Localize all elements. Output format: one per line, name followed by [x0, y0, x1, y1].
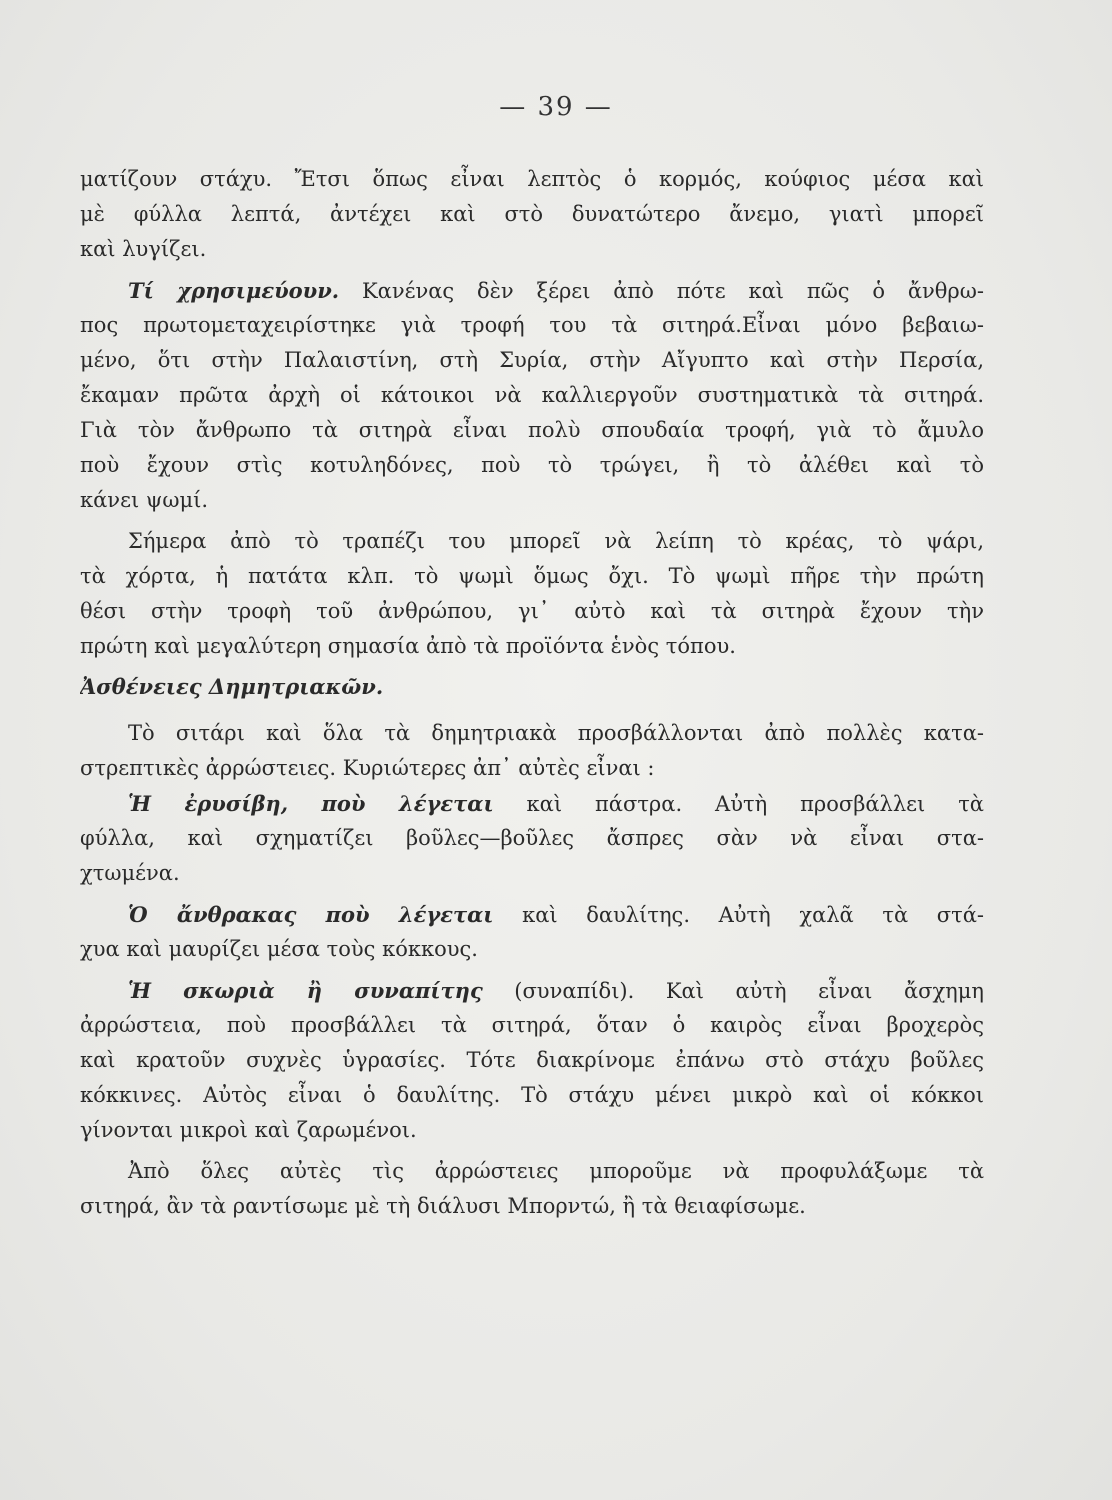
line-text: καὶ κρατοῦν συχνὲς ὑγρασίες. Τότε διακρίνομε ἐπάνω στὸ στάχυ βοῦλες [80, 1048, 984, 1072]
body-text [80, 162, 984, 1224]
text-line [80, 308, 984, 343]
line-text: χτωμένα. [80, 861, 180, 885]
text-line [80, 1189, 984, 1224]
emphasis-text: Ἡ ἐρυσίβη, ποὺ λέγεται [128, 791, 494, 816]
emphasis-text: Ὁ ἄνθρακας ποὺ λέγεται [128, 902, 494, 927]
text-line [80, 1113, 984, 1148]
text-line [80, 1008, 984, 1043]
text-line [80, 751, 984, 786]
line-text: θέσι στὴν τροφὴ τοῦ ἀνθρώπου, γι᾽ αὐτὸ καὶ τὰ σιτηρὰ ἔχουν τὴν [80, 599, 984, 623]
page-number: — 39 — [499, 92, 613, 122]
line-text: Κανένας δὲν ξέρει ἀπὸ πότε καὶ πῶς ὁ ἄνθρω- [339, 279, 984, 303]
line-text: μένο, ὅτι στὴν Παλαιστίνη, στὴ Συρία, στὴν Αἴγυπτο καὶ στὴν Περσία, [80, 348, 984, 372]
line-text: σιτηρά, ἂν τὰ ραντίσωμε μὲ τὴ διάλυσι Μπορντώ, ἢ τὰ θειαφίσωμε. [80, 1194, 806, 1218]
line-text: πρώτη καὶ μεγαλύτερη σημασία ἀπὸ τὰ προϊόντα ἑνὸς τόπου. [80, 634, 736, 658]
line-text: χυα καὶ μαυρίζει μέσα τοὺς κόκκους. [80, 937, 478, 961]
line-text: κόκκινες. Αὐτὸς εἶναι ὁ δαυλίτης. Τὸ στάχυ μένει μικρὸ καὶ οἱ κόκκοι [80, 1083, 984, 1107]
line-text: Γιὰ τὸν ἄνθρωπο τὰ σιτηρὰ εἶναι πολὺ σπουδαία τροφή, γιὰ τὸ ἄμυλο [80, 418, 984, 442]
line-text: καὶ πάστρα. Αὐτὴ προσβάλλει τὰ [493, 792, 984, 816]
line-text: κάνει ψωμί. [80, 488, 209, 512]
text-line [80, 897, 984, 932]
line-text: καὶ δαυλίτης. Αὐτὴ χαλᾶ τὰ στά- [493, 903, 984, 927]
line-text: Τὸ σιτάρι καὶ ὅλα τὰ δημητριακὰ προσβάλλονται ἀπὸ πολλὲς κατα- [128, 721, 984, 745]
text-line [80, 413, 984, 448]
text-line [80, 821, 984, 856]
emphasis-text: Τί χρησιμεύουν. [128, 278, 340, 303]
text-line [80, 448, 984, 483]
section-heading [80, 664, 984, 710]
text-line [80, 786, 984, 821]
text-line [80, 856, 984, 891]
text-line [80, 1043, 984, 1078]
text-line [80, 343, 984, 378]
line-text: Σήμερα ἀπὸ τὸ τραπέζι του μπορεῖ νὰ λείπη τὸ κρέας, τὸ ψάρι, [128, 529, 984, 553]
line-text: τὰ χόρτα, ἡ πατάτα κλπ. τὸ ψωμὶ ὅμως ὄχι. Τὸ ψωμὶ πῆρε τὴν πρώτη [80, 564, 984, 588]
emphasis-text: Ἀσθένειες Δημητριακῶν. [80, 674, 384, 699]
line-text: μὲ φύλλα λεπτά, ἀντέχει καὶ στὸ δυνατώτερο ἄνεμο, γιατὶ μπορεῖ [80, 202, 984, 226]
line-text: πος πρωτομεταχειρίστηκε γιὰ τροφή του τὰ σιτηρά.Εἶναι μόνο βεβαιω- [80, 313, 984, 337]
text-line [80, 273, 984, 308]
line-text: ἀρρώστεια, ποὺ προσβάλλει τὰ σιτηρά, ὅταν ὁ καιρὸς εἶναι βροχερὸς [80, 1013, 984, 1037]
emphasis-text: Ἡ σκωριὰ ἢ συναπίτης [128, 978, 483, 1003]
line-text: ποὺ ἔχουν στὶς κοτυληδόνες, ποὺ τὸ τρώγει, ἢ τὸ ἀλέθει καὶ τὸ [80, 453, 984, 477]
text-line [80, 629, 984, 664]
line-text: ἔκαμαν πρῶτα ἀρχὴ οἱ κάτοικοι νὰ καλλιεργοῦν συστηματικὰ τὰ σιτηρά. [80, 383, 984, 407]
line-text: ματίζουν στάχυ. Ἔτσι ὅπως εἶναι λεπτὸς ὁ κορμός, κούφιος μέσα καὶ [80, 167, 984, 191]
text-line [80, 162, 984, 197]
text-line [80, 524, 984, 559]
line-text: καὶ λυγίζει. [80, 237, 207, 261]
text-line [80, 378, 984, 413]
line-text: στρεπτικὲς ἀρρώστειες. Κυριώτερες ἀπ᾽ αὐτὲς εἶναι : [80, 756, 655, 780]
text-line [80, 232, 984, 267]
line-text: φύλλα, καὶ σχηματίζει βοῦλες—βοῦλες ἄσπρες σὰν νὰ εἶναι στα- [80, 826, 984, 850]
text-line [80, 1154, 984, 1189]
text-line [80, 973, 984, 1008]
line-text: γίνονται μικροὶ καὶ ζαρωμένοι. [80, 1118, 417, 1142]
line-text: (συναπίδι). Καὶ αὐτὴ εἶναι ἄσχημη [482, 979, 984, 1003]
text-line [80, 197, 984, 232]
line-text: Ἀπὸ ὅλες αὐτὲς τὶς ἀρρώστειες μποροῦμε νὰ προφυλάξωμε τὰ [128, 1159, 984, 1183]
text-line [80, 594, 984, 629]
text-line [80, 483, 984, 518]
text-line [80, 1078, 984, 1113]
text-line [80, 559, 984, 594]
text-line [80, 932, 984, 967]
text-line [80, 716, 984, 751]
